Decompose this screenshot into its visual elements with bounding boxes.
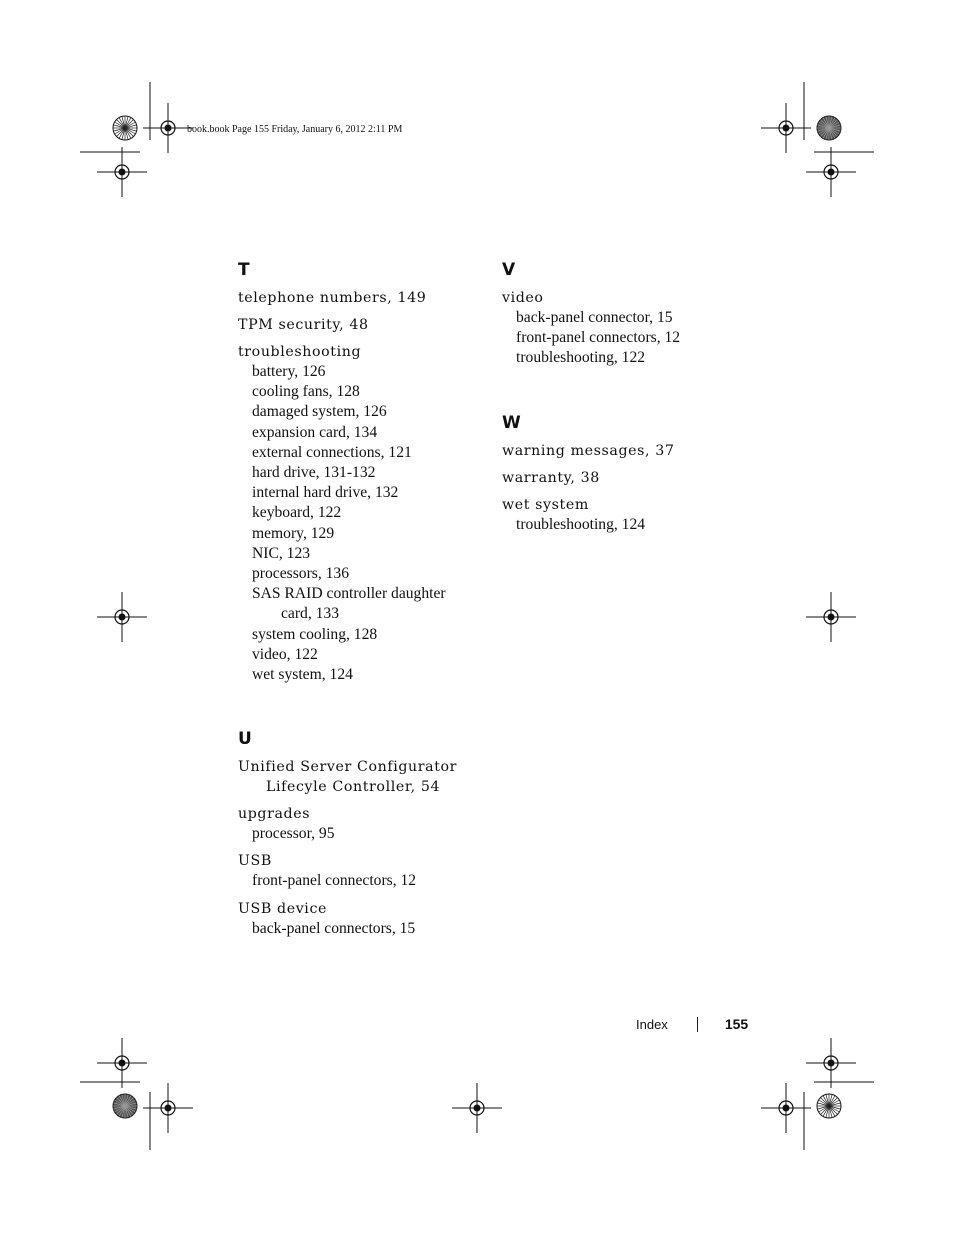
index-term: TPM security, 48	[238, 317, 369, 333]
index-subentry	[238, 503, 468, 523]
index-column-right	[502, 258, 732, 577]
subentry-text: hard drive, 131-132	[252, 464, 376, 482]
index-entry	[502, 288, 732, 369]
index-term: troubleshooting	[238, 344, 362, 360]
index-subentry	[238, 564, 468, 584]
subentry-text: SAS RAID controller daughter	[252, 585, 446, 603]
index-term: Unified Server Configurator	[238, 759, 458, 776]
index-term: warranty, 38	[502, 469, 600, 486]
index-subentry	[238, 919, 468, 939]
index-entry	[238, 315, 468, 335]
subentry-text: back-panel connectors, 15	[252, 919, 416, 937]
subentry-text: keyboard, 122	[252, 504, 342, 522]
color-wheel-icon	[113, 1094, 137, 1118]
section-letter: T	[238, 260, 250, 280]
index-subentry	[502, 515, 732, 535]
index-subentry	[238, 483, 468, 503]
subentry-text: NIC, 123	[252, 544, 311, 562]
index-term: upgrades	[238, 806, 311, 823]
index-subentry	[238, 423, 468, 443]
section-letter: V	[502, 260, 516, 280]
index-subentry	[238, 443, 468, 463]
index-term: wet system	[502, 496, 589, 513]
color-wheel-icon	[817, 1094, 841, 1118]
index-term: telephone numbers, 149	[238, 290, 427, 306]
index-entry	[502, 441, 732, 461]
page-number: 155	[724, 1016, 749, 1032]
subentry-text: video, 122	[252, 645, 318, 663]
subentry-text: front-panel connectors, 12	[516, 329, 681, 347]
index-section	[238, 727, 468, 939]
index-entry	[238, 804, 468, 844]
print-slug: book.book Page 155 Friday, January 6, 2012 2:11 PM	[187, 124, 403, 135]
index-section	[502, 258, 732, 369]
section-letter: U	[238, 729, 252, 750]
subentry-text: troubleshooting, 122	[516, 349, 646, 367]
index-section	[502, 411, 732, 535]
index-entry	[238, 899, 468, 939]
index-subentry	[238, 524, 468, 544]
footer-section-label: Index	[636, 1016, 668, 1032]
index-subentry	[238, 544, 468, 564]
subentry-text: front-panel connectors, 12	[252, 872, 417, 890]
section-letter: W	[502, 412, 521, 433]
subentry-text: cooling fans, 128	[252, 383, 360, 401]
index-subentry	[238, 584, 468, 624]
subentry-text: memory, 129	[252, 524, 335, 542]
subentry-continued: card, 133	[281, 605, 340, 623]
subentry-text: external connections, 121	[252, 443, 412, 461]
subentry-text: system cooling, 128	[252, 625, 378, 643]
index-subentry	[238, 362, 468, 382]
index-entry	[238, 851, 468, 891]
index-entry	[238, 342, 468, 685]
index-term: warning messages, 37	[502, 442, 675, 459]
color-wheel-icon	[113, 116, 137, 140]
subentry-text: processors, 136	[252, 565, 350, 583]
index-subentry	[238, 463, 468, 483]
index-entry	[238, 757, 468, 797]
index-entry	[502, 495, 732, 535]
index-subentry	[238, 625, 468, 645]
index-term: USB	[238, 853, 272, 870]
index-entry	[238, 288, 468, 308]
color-wheel-icon	[817, 116, 841, 140]
subentry-text: internal hard drive, 132	[252, 484, 399, 502]
index-subentry	[238, 871, 468, 891]
index-subentry	[238, 824, 468, 844]
index-term: USB device	[238, 900, 327, 917]
index-subentry	[502, 348, 732, 368]
index-subentry	[502, 308, 732, 328]
page-footer	[636, 1016, 748, 1032]
index-term-continued: Lifecyle Controller, 54	[266, 779, 441, 796]
subentry-text: damaged system, 126	[252, 403, 387, 421]
index-subentry	[238, 645, 468, 665]
index-subentry	[502, 328, 732, 348]
subentry-text: back-panel connector, 15	[516, 309, 673, 326]
index-entry	[502, 468, 732, 488]
footer-separator	[697, 1017, 698, 1032]
index-term: video	[502, 290, 544, 306]
subentry-text: processor, 95	[252, 825, 335, 843]
subentry-text: wet system, 124	[252, 666, 353, 684]
index-column-left	[238, 258, 468, 981]
subentry-text: battery, 126	[252, 363, 326, 380]
index-subentry	[238, 665, 468, 685]
index-subentry	[238, 402, 468, 422]
index-section	[238, 258, 468, 685]
subentry-text: troubleshooting, 124	[516, 515, 646, 533]
index-subentry	[238, 382, 468, 402]
subentry-text: expansion card, 134	[252, 423, 378, 441]
